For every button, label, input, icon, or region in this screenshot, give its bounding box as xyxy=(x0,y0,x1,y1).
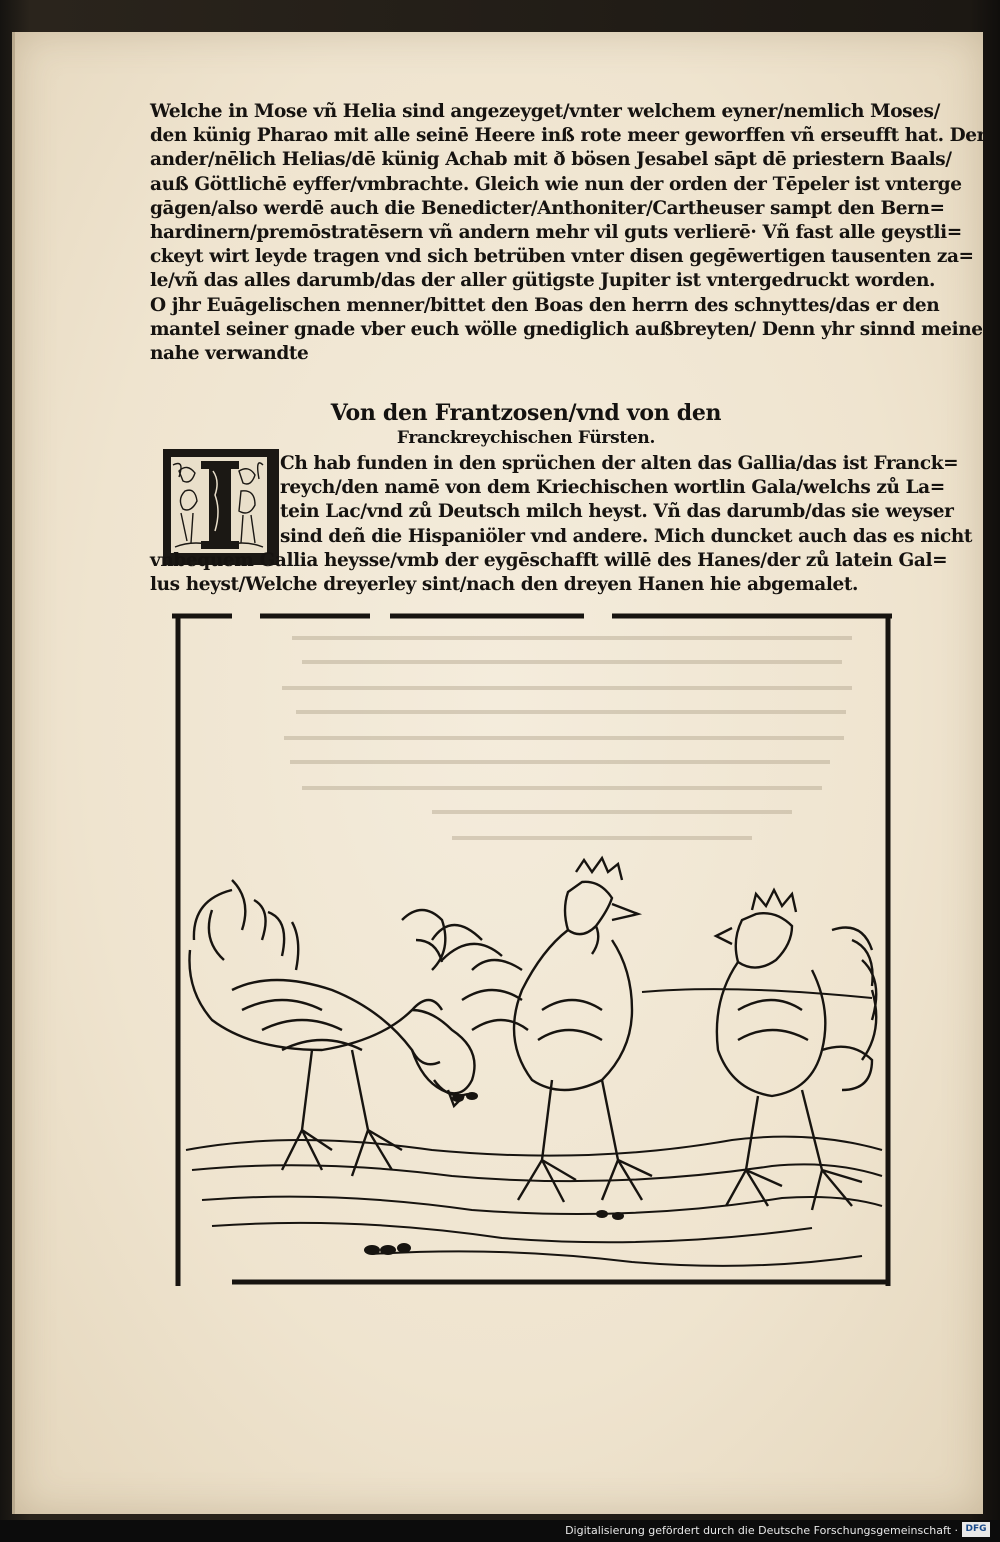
paragraph-2 xyxy=(150,452,973,597)
text-line: reych/den namē von dem Kriechischen wortlin Gala/welchs zů La= xyxy=(280,477,945,499)
text-line: le/vñ das alles darumb/das der aller gütigste Jupiter ist vntergedruckt worden. xyxy=(150,270,936,292)
text-line: auß Göttlichē eyffer/vmbrachte. Gleich wie nun der orden der Tēpeler ist vnterge xyxy=(150,173,962,195)
text-line: ckeyt wirt leyde tragen vnd sich betrüben vnter disen gegēwertigen tausenten za= xyxy=(150,246,974,268)
text-line: ander/nēlich Helias/dē künig Achab mit ð bösen Jesabel sāpt dē priestern Baals/ xyxy=(150,149,952,171)
text-line: Welche in Mose vñ Helia sind angezeyget/vnter welchem eyner/nemlich Moses/ xyxy=(150,101,940,122)
chapter-heading: Von den Frantzosen/vnd von den xyxy=(330,400,722,426)
text-line: Ch hab funden in den sprüchen der alten das Gallia/das ist Franck= xyxy=(280,453,959,474)
text-line: O jhr Euāgelischen menner/bittet den Boas den herrn des schnyttes/das er den xyxy=(150,294,940,316)
text-line: den künig Pharao mit alle seinē Heere inß rote meer geworffen vñ erseufft hat. Der xyxy=(150,125,987,147)
text-line: sind deñ die Hispaniöler vnd andere. Mich duncket auch das es nicht xyxy=(280,525,973,547)
text-line: vnbequem Gallia heysse/vmb der eygēschafft willē des Hanes/der zů latein Gal= xyxy=(150,549,948,571)
text-line: tein Lac/vnd zů Deutsch milch heyst. Vñ das darumb/das sie weyser xyxy=(280,501,954,523)
text-line: mantel seiner gnade vber euch wölle gnediglich außbreyten/ Denn yhr sinnd meine xyxy=(150,318,983,340)
text-line: gāgen/also werdē auch die Benedicter/Anthoniter/Cartheuser sampt den Bern= xyxy=(150,197,945,219)
text-line: lus heyst/Welche dreyerley sint/nach den dreyen Hanen hie abgemalet. xyxy=(150,574,859,596)
text-line: nahe verwandte xyxy=(150,343,309,365)
three-roosters-icon xyxy=(172,610,897,1290)
paragraph-1 xyxy=(150,100,987,366)
rooster-woodcut-illustration xyxy=(172,610,897,1290)
dfg-logo: DFG xyxy=(962,1522,990,1537)
chapter-subheading: Franckreychischen Fürsten. xyxy=(396,428,656,448)
funding-credit: Digitalisierung gefördert durch die Deutsche Forschungsgemeinschaft · xyxy=(565,1524,958,1537)
text-line: hardinern/premōstratēsern vñ andern mehr vil guts verlierē· Vñ fast alle geystli= xyxy=(150,222,962,244)
